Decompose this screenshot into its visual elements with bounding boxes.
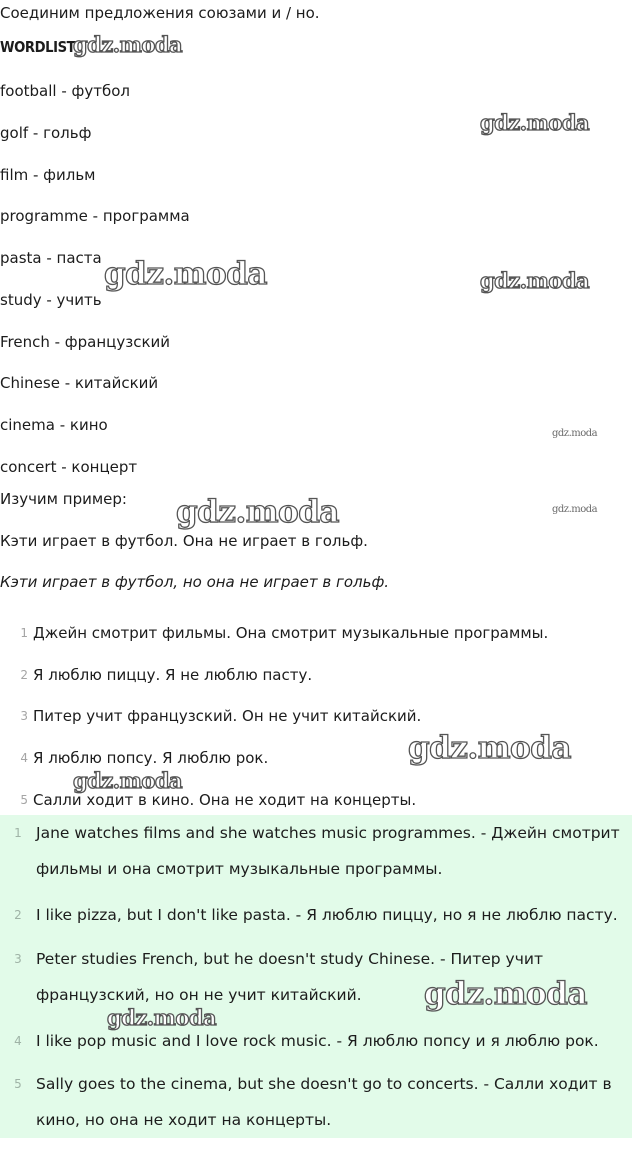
example-heading: Изучим пример: [0,490,127,508]
answer-number: 1 [14,826,22,840]
task-item [0,624,548,642]
wordlist-item: golf - гольф [0,124,92,142]
watermark: gdz.moda [73,32,183,57]
watermark: gdz.moda [104,256,267,292]
watermark: gdz.moda [552,428,598,439]
task-text: Джейн смотрит фильмы. Она смотрит музыкальные программы. [33,624,549,642]
wordlist-item: film - фильм [0,166,96,184]
answer-text: Jane watches films and she watches music programmes. - Джейн смотрит фильмы и она смотрит музыкальные программы. [36,824,620,878]
task-text: Я люблю попсу. Я люблю рок. [33,749,269,767]
wordlist-item: study - учить [0,291,102,309]
task-item [0,791,416,809]
wordlist-item: cinema - кино [0,416,108,434]
answer-text: I like pop music and I love rock music. - Я люблю попсу и я люблю рок. [36,1032,599,1050]
wordlist-item: football - футбол [0,82,130,100]
task-number: 1 [20,626,28,640]
watermark: gdz.moda [480,268,590,293]
answer-text: Sally goes to the cinema, but she doesn't go to concerts. - Салли ходит в кино, но она не ходит на концерты. [36,1075,612,1129]
wordlist-heading: WORDLIST: [0,38,80,56]
task-text: Я люблю пиццу. Я не люблю пасту. [33,666,313,684]
task-item [0,666,312,684]
instruction-text: Соединим предложения союзами и / но. [0,4,320,22]
watermark: gdz.moda [552,504,598,515]
task-item [0,749,268,767]
wordlist-item: pasta - паста [0,249,102,267]
wordlist-item: concert - концерт [0,458,138,476]
task-number: 4 [20,751,28,765]
answer-number: 2 [14,908,22,922]
watermark: gdz.moda [73,768,183,793]
answer-number: 5 [14,1077,22,1091]
task-number: 5 [20,793,28,807]
answer-number: 3 [14,952,22,966]
example-sentence: Кэти играет в футбол. Она не играет в гольф. [0,532,368,550]
wordlist-item: Chinese - китайский [0,374,159,392]
task-number: 2 [20,668,28,682]
answer-number: 4 [14,1034,22,1048]
answer-text: Peter studies French, but he doesn't study Chinese. - Питер учит французский, но он не учит китайский. [36,950,543,1004]
example-answer: Кэти играет в футбол, но она не играет в гольф. [0,573,390,591]
watermark: gdz.moda [408,730,571,766]
watermark: gdz.moda [107,1005,217,1030]
watermark: gdz.moda [424,976,587,1012]
task-item [0,707,421,725]
task-number: 3 [20,709,28,723]
task-text: Питер учит французский. Он не учит китайский. [33,707,422,725]
answer-text: I like pizza, but I don't like pasta. - Я люблю пиццу, но я не люблю пасту. [36,906,618,924]
wordlist-item: French - французский [0,333,171,351]
wordlist-item: programme - программа [0,207,190,225]
task-text: Салли ходит в кино. Она не ходит на концерты. [33,791,417,809]
watermark: gdz.moda [176,494,339,530]
watermark: gdz.moda [480,110,590,135]
